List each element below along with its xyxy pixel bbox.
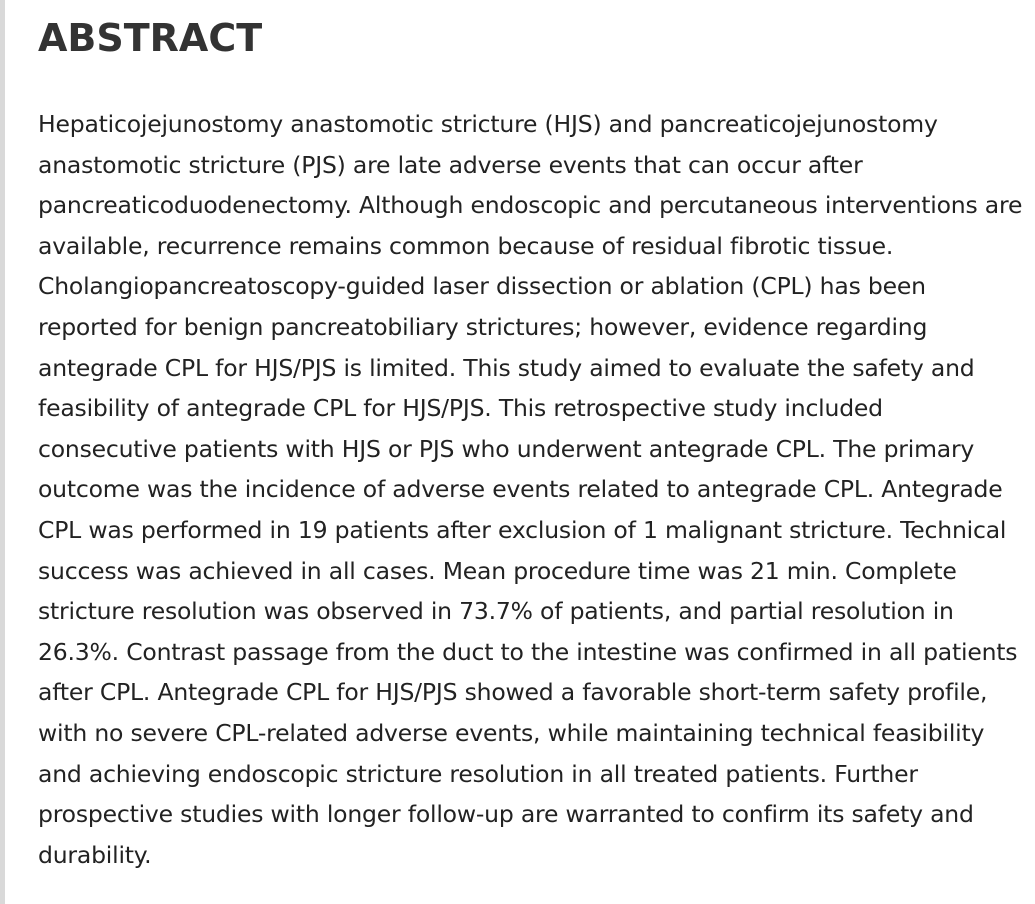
abstract-heading: ABSTRACT xyxy=(38,16,263,60)
abstract-body: Hepaticojejunostomy anastomotic stricture (HJS) and pancreaticojejunostomy anastomotic stricture (PJS) are late adverse events that can occur after pancreaticoduodenectomy. Although endoscopic and percutaneous interventions are available, recurrence remains common because of residual fibrotic tissue. Cholangiopancreatoscopy-guided laser dissection or ablation (CPL) has been reported for benign pancreatobiliary strictures; however, evidence regarding antegrade CPL for HJS/PJS is limited. This study aimed to evaluate the safety and feasibility of antegrade CPL for HJS/PJS. This retrospective study included consecutive patients with HJS or PJS who underwent antegrade CPL. The primary outcome was the incidence of adverse events related to antegrade CPL. Antegrade CPL was performed in 19 patients after exclusion of 1 malignant stricture. Technical success was achieved in all cases. Mean procedure time was 21 min. Complete stricture resolution was observed in 73.7% of patients, and partial resolution in 26.3%. Contrast passage from the duct to the intestine was confirmed in all patients after CPL. Antegrade CPL for HJS/PJS showed a favorable short-term safety profile, with no severe CPL-related adverse events, while maintaining technical feasibility and achieving endoscopic stricture resolution in all treated patients. Further prospective studies with longer follow-up are warranted to confirm its safety and durability. xyxy=(38,110,1023,869)
abstract-section xyxy=(38,0,1028,875)
left-border-rule xyxy=(0,0,5,904)
